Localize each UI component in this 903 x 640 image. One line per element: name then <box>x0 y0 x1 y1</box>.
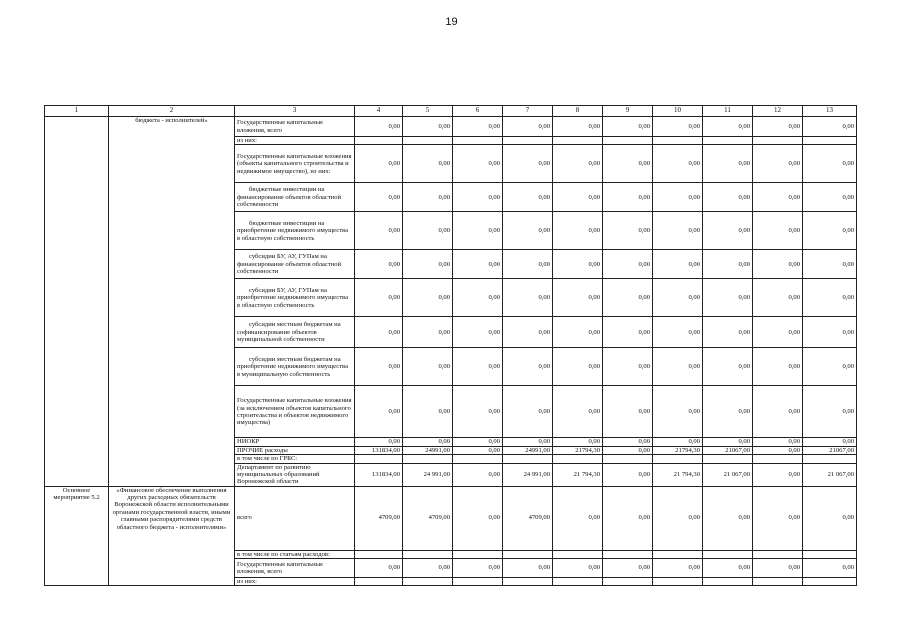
column-number: 13 <box>803 106 857 117</box>
row-label: субсидии БУ, АУ, ГУПам на приобретение недвижимого имущества в областную собственность <box>235 279 355 317</box>
value-cell: 0,00 <box>703 212 753 250</box>
value-cell: 0,00 <box>503 212 553 250</box>
row-label: в том числе по статьям расходов: <box>235 550 355 558</box>
value-cell: 0,00 <box>403 117 453 137</box>
value-cell: 0,00 <box>803 438 857 446</box>
value-cell: 0,00 <box>703 386 753 438</box>
value-cell: 0,00 <box>355 438 403 446</box>
value-cell: 0,00 <box>603 212 653 250</box>
value-cell: 0,00 <box>603 559 653 578</box>
value-cell: 0,00 <box>453 117 503 137</box>
value-cell: 0,00 <box>553 212 603 250</box>
value-cell: 0,00 <box>653 212 703 250</box>
value-cell: 0,00 <box>703 183 753 212</box>
value-cell: 0,00 <box>553 317 603 348</box>
value-cell: 0,00 <box>355 250 403 279</box>
value-cell: 0,00 <box>503 559 553 578</box>
column-number: 6 <box>453 106 503 117</box>
value-cell: 21 794,30 <box>553 463 603 486</box>
value-cell: 0,00 <box>453 438 503 446</box>
value-cell <box>553 455 603 463</box>
value-cell: 0,00 <box>753 145 803 183</box>
value-cell: 21067,00 <box>803 446 857 454</box>
value-cell: 0,00 <box>703 145 753 183</box>
value-cell: 21067,00 <box>703 446 753 454</box>
value-cell: 0,00 <box>803 559 857 578</box>
value-cell: 0,00 <box>703 438 753 446</box>
value-cell: 0,00 <box>503 117 553 137</box>
value-cell: 0,00 <box>403 145 453 183</box>
value-cell <box>453 550 503 558</box>
value-cell <box>753 137 803 145</box>
value-cell: 0,00 <box>753 438 803 446</box>
value-cell: 0,00 <box>453 279 503 317</box>
value-cell: 0,00 <box>803 212 857 250</box>
value-cell: 24 991,00 <box>403 463 453 486</box>
value-cell: 0,00 <box>403 279 453 317</box>
header-row <box>45 106 857 117</box>
value-cell: 0,00 <box>553 250 603 279</box>
row-label: субсидии местным бюджетам на софинансирование объектов муниципальной собственности <box>235 317 355 348</box>
table-row <box>45 486 857 550</box>
value-cell: 0,00 <box>603 183 653 212</box>
value-cell: 0,00 <box>753 183 803 212</box>
value-cell: 0,00 <box>553 279 603 317</box>
row-label: НИОКР <box>235 438 355 446</box>
value-cell: 0,00 <box>703 486 753 550</box>
value-cell: 131834,00 <box>355 446 403 454</box>
value-cell: 0,00 <box>653 250 703 279</box>
row-label: всего <box>235 486 355 550</box>
value-cell: 0,00 <box>355 317 403 348</box>
value-cell: 0,00 <box>503 250 553 279</box>
column-number: 2 <box>109 106 235 117</box>
value-cell: 0,00 <box>355 183 403 212</box>
value-cell: 0,00 <box>603 438 653 446</box>
value-cell: 0,00 <box>803 386 857 438</box>
value-cell: 0,00 <box>453 145 503 183</box>
value-cell: 0,00 <box>553 348 603 386</box>
value-cell <box>803 137 857 145</box>
value-cell: 4709,00 <box>503 486 553 550</box>
row-group-empty-cell <box>45 117 109 487</box>
value-cell: 0,00 <box>603 250 653 279</box>
value-cell <box>453 578 503 586</box>
value-cell: 24991,00 <box>403 446 453 454</box>
value-cell: 0,00 <box>803 250 857 279</box>
value-cell: 0,00 <box>355 559 403 578</box>
value-cell: 0,00 <box>503 386 553 438</box>
value-cell: 0,00 <box>753 250 803 279</box>
value-cell: 0,00 <box>603 486 653 550</box>
value-cell <box>803 578 857 586</box>
value-cell <box>403 578 453 586</box>
value-cell: 0,00 <box>503 438 553 446</box>
value-cell <box>703 550 753 558</box>
activity-number: Основное мероприятие 5.2 <box>45 486 109 586</box>
column-number: 8 <box>553 106 603 117</box>
value-cell: 0,00 <box>603 446 653 454</box>
value-cell <box>503 137 553 145</box>
activity-title: «Финансовое обеспечение выполнения других расходных обязательств Воронежской области исполнительными органами государственной власти, иными главными распорядителями средств областного бюджета - исполнителями» <box>109 486 235 586</box>
value-cell: 21794,30 <box>653 446 703 454</box>
value-cell: 0,00 <box>553 145 603 183</box>
value-cell: 0,00 <box>753 446 803 454</box>
value-cell: 0,00 <box>653 348 703 386</box>
column-number: 3 <box>235 106 355 117</box>
value-cell: 0,00 <box>603 279 653 317</box>
value-cell <box>653 455 703 463</box>
value-cell: 0,00 <box>553 559 603 578</box>
value-cell: 0,00 <box>753 279 803 317</box>
value-cell <box>503 550 553 558</box>
value-cell <box>703 578 753 586</box>
value-cell: 0,00 <box>453 183 503 212</box>
row-label: в том числе по ГРБС: <box>235 455 355 463</box>
value-cell: 0,00 <box>753 486 803 550</box>
value-cell: 0,00 <box>403 386 453 438</box>
value-cell: 0,00 <box>603 348 653 386</box>
column-number: 4 <box>355 106 403 117</box>
value-cell <box>355 550 403 558</box>
value-cell: 0,00 <box>403 183 453 212</box>
row-label: ПРОЧИЕ расходы <box>235 446 355 454</box>
value-cell <box>603 578 653 586</box>
value-cell: 0,00 <box>503 145 553 183</box>
value-cell <box>753 550 803 558</box>
column-number: 11 <box>703 106 753 117</box>
responsible-executor: бюджета - исполнителей» <box>109 117 235 487</box>
value-cell: 0,00 <box>453 486 503 550</box>
value-cell: 0,00 <box>603 463 653 486</box>
column-number: 10 <box>653 106 703 117</box>
row-label: субсидии БУ, АУ, ГУПам на финансирование объектов областной собственности <box>235 250 355 279</box>
value-cell: 0,00 <box>553 117 603 137</box>
value-cell: 24 991,00 <box>503 463 553 486</box>
value-cell <box>553 578 603 586</box>
budget-table <box>44 105 857 586</box>
value-cell <box>355 455 403 463</box>
value-cell: 131834,00 <box>355 463 403 486</box>
value-cell: 0,00 <box>803 183 857 212</box>
value-cell: 0,00 <box>653 559 703 578</box>
row-label: субсидии местным бюджетам на приобретение недвижимого имущества в муниципальную собственность <box>235 348 355 386</box>
value-cell: 0,00 <box>753 463 803 486</box>
value-cell: 0,00 <box>653 145 703 183</box>
value-cell: 0,00 <box>355 279 403 317</box>
value-cell <box>403 550 453 558</box>
value-cell: 0,00 <box>453 348 503 386</box>
value-cell <box>703 137 753 145</box>
value-cell <box>403 455 453 463</box>
value-cell: 4709,00 <box>355 486 403 550</box>
row-label: из них: <box>235 578 355 586</box>
value-cell: 24991,00 <box>503 446 553 454</box>
row-label: Государственные капитальные вложения (за исключением объектов капитального строительства и объектов недвижимого имущества) <box>235 386 355 438</box>
value-cell: 0,00 <box>453 317 503 348</box>
value-cell <box>553 550 603 558</box>
value-cell: 0,00 <box>753 559 803 578</box>
row-label: бюджетные инвестиции на приобретение недвижимого имущества в областную собственность <box>235 212 355 250</box>
value-cell <box>503 578 553 586</box>
column-number: 7 <box>503 106 553 117</box>
value-cell: 4709,00 <box>403 486 453 550</box>
value-cell: 0,00 <box>603 117 653 137</box>
value-cell <box>653 550 703 558</box>
row-label: Государственные капитальные вложения, всего <box>235 559 355 578</box>
value-cell: 0,00 <box>653 183 703 212</box>
value-cell: 0,00 <box>403 559 453 578</box>
value-cell: 0,00 <box>403 438 453 446</box>
value-cell: 0,00 <box>653 317 703 348</box>
value-cell: 0,00 <box>753 317 803 348</box>
value-cell: 0,00 <box>653 438 703 446</box>
value-cell: 0,00 <box>553 486 603 550</box>
value-cell: 0,00 <box>355 386 403 438</box>
value-cell: 21 794,30 <box>653 463 703 486</box>
value-cell: 21 067,00 <box>703 463 753 486</box>
value-cell: 0,00 <box>553 438 603 446</box>
value-cell: 0,00 <box>403 317 453 348</box>
value-cell <box>603 137 653 145</box>
value-cell: 0,00 <box>603 145 653 183</box>
value-cell <box>355 137 403 145</box>
column-number: 9 <box>603 106 653 117</box>
value-cell <box>603 550 653 558</box>
value-cell: 0,00 <box>753 117 803 137</box>
value-cell: 0,00 <box>803 145 857 183</box>
column-number: 12 <box>753 106 803 117</box>
value-cell: 0,00 <box>803 348 857 386</box>
value-cell: 0,00 <box>355 145 403 183</box>
value-cell: 0,00 <box>653 117 703 137</box>
value-cell <box>653 137 703 145</box>
row-label: Государственные капитальные вложения (объекты капитального строительства и недвижимое имущество), из них: <box>235 145 355 183</box>
value-cell <box>803 455 857 463</box>
value-cell <box>653 578 703 586</box>
value-cell: 0,00 <box>703 279 753 317</box>
value-cell: 21794,30 <box>553 446 603 454</box>
value-cell <box>453 455 503 463</box>
value-cell: 0,00 <box>603 386 653 438</box>
value-cell: 0,00 <box>355 348 403 386</box>
value-cell <box>503 455 553 463</box>
value-cell <box>553 137 603 145</box>
value-cell: 0,00 <box>753 348 803 386</box>
value-cell: 0,00 <box>453 559 503 578</box>
value-cell <box>753 578 803 586</box>
value-cell: 0,00 <box>453 250 503 279</box>
column-number: 5 <box>403 106 453 117</box>
value-cell: 0,00 <box>553 183 603 212</box>
value-cell: 0,00 <box>503 183 553 212</box>
value-cell: 0,00 <box>553 386 603 438</box>
value-cell: 0,00 <box>653 386 703 438</box>
value-cell: 0,00 <box>603 317 653 348</box>
value-cell: 0,00 <box>803 279 857 317</box>
table-row <box>45 117 857 137</box>
value-cell <box>753 455 803 463</box>
value-cell: 0,00 <box>803 486 857 550</box>
value-cell: 0,00 <box>703 117 753 137</box>
value-cell: 0,00 <box>403 212 453 250</box>
value-cell: 0,00 <box>753 212 803 250</box>
value-cell: 0,00 <box>503 317 553 348</box>
value-cell: 0,00 <box>703 317 753 348</box>
column-number: 1 <box>45 106 109 117</box>
row-label: Государственные капитальные вложения, всего <box>235 117 355 137</box>
value-cell: 0,00 <box>703 250 753 279</box>
value-cell: 0,00 <box>403 250 453 279</box>
value-cell: 0,00 <box>355 117 403 137</box>
value-cell <box>453 137 503 145</box>
value-cell: 0,00 <box>653 486 703 550</box>
value-cell: 0,00 <box>703 348 753 386</box>
row-label: Департамент по развитию муниципальных образований Воронежской области <box>235 463 355 486</box>
value-cell <box>803 550 857 558</box>
value-cell: 0,00 <box>403 348 453 386</box>
value-cell: 0,00 <box>803 317 857 348</box>
row-label: из них: <box>235 137 355 145</box>
value-cell: 0,00 <box>355 212 403 250</box>
page-number: 19 <box>445 16 458 28</box>
value-cell: 0,00 <box>803 117 857 137</box>
value-cell <box>355 578 403 586</box>
value-cell: 0,00 <box>453 212 503 250</box>
value-cell: 0,00 <box>453 463 503 486</box>
value-cell <box>403 137 453 145</box>
value-cell: 0,00 <box>503 348 553 386</box>
value-cell: 0,00 <box>703 559 753 578</box>
row-label: бюджетные инвестиции на финансирование объектов областной собственности <box>235 183 355 212</box>
value-cell: 0,00 <box>653 279 703 317</box>
value-cell: 0,00 <box>753 386 803 438</box>
value-cell <box>703 455 753 463</box>
value-cell: 0,00 <box>503 279 553 317</box>
value-cell <box>603 455 653 463</box>
value-cell: 0,00 <box>453 386 503 438</box>
value-cell: 0,00 <box>453 446 503 454</box>
value-cell: 21 067,00 <box>803 463 857 486</box>
